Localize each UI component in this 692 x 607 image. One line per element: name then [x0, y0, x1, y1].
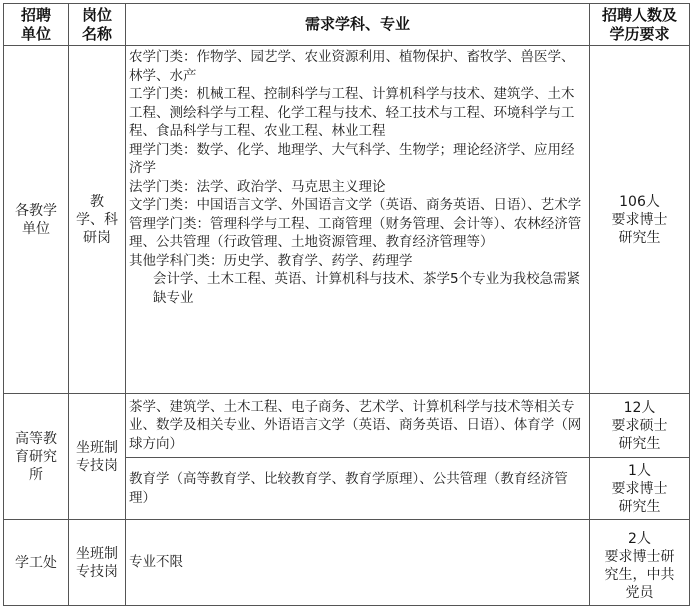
unit-cell: 各教学 单位 — [4, 46, 69, 394]
discipline-line: 专业不限 — [129, 554, 183, 571]
header-count: 招聘人数及 学历要求 — [590, 4, 690, 46]
count-cell: 2人 要求博士研 究生，中共 党员 — [590, 520, 690, 606]
discipline-cell — [126, 46, 590, 394]
discipline-line: 理学门类：数学、化学、地理学、大气科学、生物学；理论经济学、应用经济学 — [129, 141, 575, 176]
count-cell: 1人 要求博士 研究生 — [590, 458, 690, 520]
position-cell: 坐班制 专技岗 — [69, 394, 126, 520]
recruitment-table-wrapper — [3, 3, 690, 606]
position-cell: 坐班制 专技岗 — [69, 520, 126, 606]
position-cell: 教 学、科 研岗 — [69, 46, 126, 394]
discipline-line: 教育学（高等教育学、比较教育学、教育学原理）、公共管理（教育经济管理） — [129, 471, 568, 506]
unit-cell: 高等教 育研究 所 — [4, 394, 69, 520]
count-cell: 12人 要求硕士 研究生 — [590, 394, 690, 458]
discipline-cell — [126, 520, 590, 606]
table-row — [4, 394, 690, 458]
header-position: 岗位 名称 — [69, 4, 126, 46]
count-cell: 106人 要求博士 研究生 — [590, 46, 690, 394]
table-row — [4, 46, 690, 394]
unit-cell: 学工处 — [4, 520, 69, 606]
discipline-line: 法学门类：法学、政治学、马克思主义理论 — [129, 178, 386, 195]
discipline-cell — [126, 394, 590, 458]
header-row — [4, 4, 690, 46]
recruitment-table — [3, 3, 690, 606]
discipline-line: 茶学、建筑学、土木工程、电子商务、艺术学、计算机科学与技术等相关专业、数学及相关专业、外语语言文学（英语、商务英语、日语）、体育学（网球方向） — [129, 398, 582, 452]
discipline-line: 农学门类：作物学、园艺学、农业资源利用、植物保护、畜牧学、兽医学、林学、水产 — [129, 49, 575, 84]
discipline-cell — [126, 458, 590, 520]
discipline-line: 其他学科门类：历史学、教育学、药学、药理学 — [129, 252, 413, 269]
discipline-line: 工学门类：机械工程、控制科学与工程、计算机科学与技术、建筑学、土木工程、测绘科学与工程、化学工程与技术、轻工技术与工程、环境科学与工程、食品科学与工程、农业工程、林业工程 — [129, 86, 575, 139]
header-discipline: 需求学科、专业 — [126, 4, 590, 46]
discipline-line: 会计学、土木工程、英语、计算机科与技术、茶学5个专业为我校急需紧缺专业 — [153, 271, 581, 306]
table-row — [4, 520, 690, 606]
header-unit: 招聘 单位 — [4, 4, 69, 46]
discipline-line: 文学门类：中国语言文学、外国语言文学（英语、商务英语、日语）、艺术学 — [129, 197, 582, 213]
discipline-line: 管理学门类：管理科学与工程、工商管理（财务管理、会计等）、农林经济管理、公共管理（行政管理、土地资源管理、教育经济管理等） — [129, 215, 582, 250]
